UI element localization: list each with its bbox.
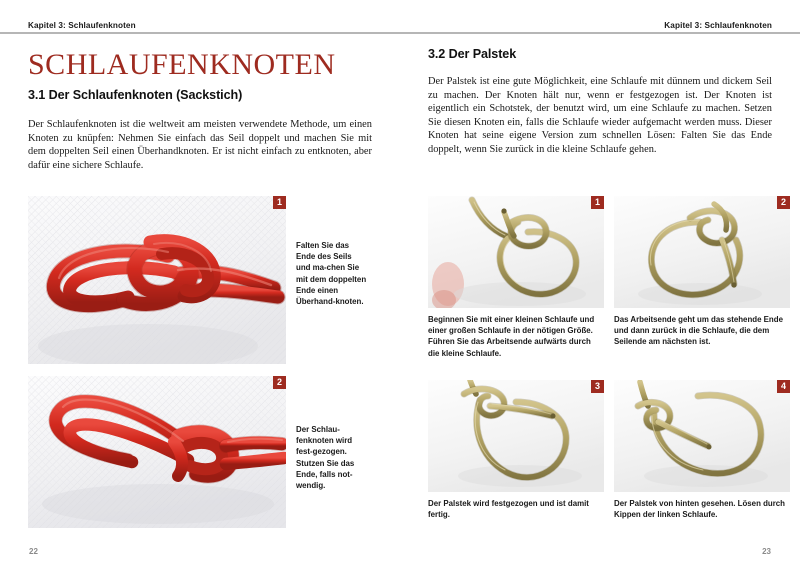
figure-caption-right-2: Das Arbeitsende geht um das stehende Ende und dann zurück in die Schlaufe, die dem Seilende am nächsten ist. xyxy=(614,315,783,347)
figure-right-3 xyxy=(428,380,604,492)
section-heading-3-1: 3.1 Der Schlaufenknoten (Sackstich) xyxy=(28,88,243,102)
page-number-left: 22 xyxy=(29,547,38,556)
section-body-3-2: Der Palstek ist eine gute Möglichkeit, eine Schlaufe mit dünnem und dickem Seil zu machen. Der Knoten hält nur, wenn er festgezogen ist. Der Knoten ist eigentlich ein Schotstek, der benutzt wird, um eine Schlaufe zu machen. Setzen Sie diesen Knoten ein, falls die Schlaufe wieder aufgemacht werden muss. Dieser Knoten hat seine eigene Version zum schnellen Lösen: Falten Sie das Ende doppelt, wenn Sie zurück in die kleine Schlaufe gehen. xyxy=(428,76,772,155)
figure-badge: 3 xyxy=(591,380,604,393)
figure-badge: 1 xyxy=(591,196,604,209)
figure-right-2 xyxy=(614,196,790,308)
running-head-left: Kapitel 3: Schlaufenknoten xyxy=(28,21,136,30)
photo-olive-rope-two-loops xyxy=(428,196,604,308)
figure-right-4 xyxy=(614,380,790,492)
figure-right-1 xyxy=(428,196,604,308)
section-heading-3-2: 3.2 Der Palstek xyxy=(428,47,517,61)
figure-caption-left-1: Falten Sie das Ende des Seils und ma-chen Sie mit dem doppelten Ende einen Überhand-knoten. xyxy=(296,241,367,307)
figure-caption-right-4: Der Palstek von hinten gesehen. Lösen durch Kippen der linken Schlaufe. xyxy=(614,499,786,520)
page-number-right: 23 xyxy=(762,547,771,556)
photo-olive-rope-bowline-finished xyxy=(428,380,604,492)
figure-badge: 2 xyxy=(273,376,286,389)
photo-red-rope-tight-knot xyxy=(28,376,286,528)
figure-caption-left-2: Der Schlau-fenknoten wird fest-gezogen. Stutzen Sie das Ende, falls not-wendig. xyxy=(296,425,355,491)
figure-badge: 2 xyxy=(777,196,790,209)
figure-caption-right-1: Beginnen Sie mit einer kleinen Schlaufe und einer großen Schlaufe in der nötigen Größe. Führen Sie das Arbeitsende aufwärts durch die kleine Schlaufe. xyxy=(428,315,595,358)
photo-olive-rope-bowline-back-view xyxy=(614,380,790,492)
header-rule-right xyxy=(400,32,800,34)
figure-caption-right-3: Der Palstek wird festgezogen und ist damit fertig. xyxy=(428,499,589,520)
figure-left-2 xyxy=(28,376,286,528)
section-body-3-1: Der Schlaufenknoten ist die weltweit am meisten verwendete Methode, um einen Knoten zu knüpfen: Nehmen Sie einfach das Seil doppelt und machen Sie mit dem doppelten Seil einen Überhandknoten. Er ist nicht einfach zu entknoten, aber dafür eine sichere Schlaufe. xyxy=(28,119,372,171)
header-rule-left xyxy=(0,32,400,34)
running-head-right: Kapitel 3: Schlaufenknoten xyxy=(664,21,772,30)
figure-badge: 1 xyxy=(273,196,286,209)
chapter-title: SCHLAUFENKNOTEN xyxy=(28,48,336,81)
right-page xyxy=(400,0,800,574)
photo-olive-rope-working-end-around xyxy=(614,196,790,308)
photo-red-rope-loose-knot xyxy=(28,196,286,364)
figure-badge: 4 xyxy=(777,380,790,393)
figure-left-1 xyxy=(28,196,286,364)
